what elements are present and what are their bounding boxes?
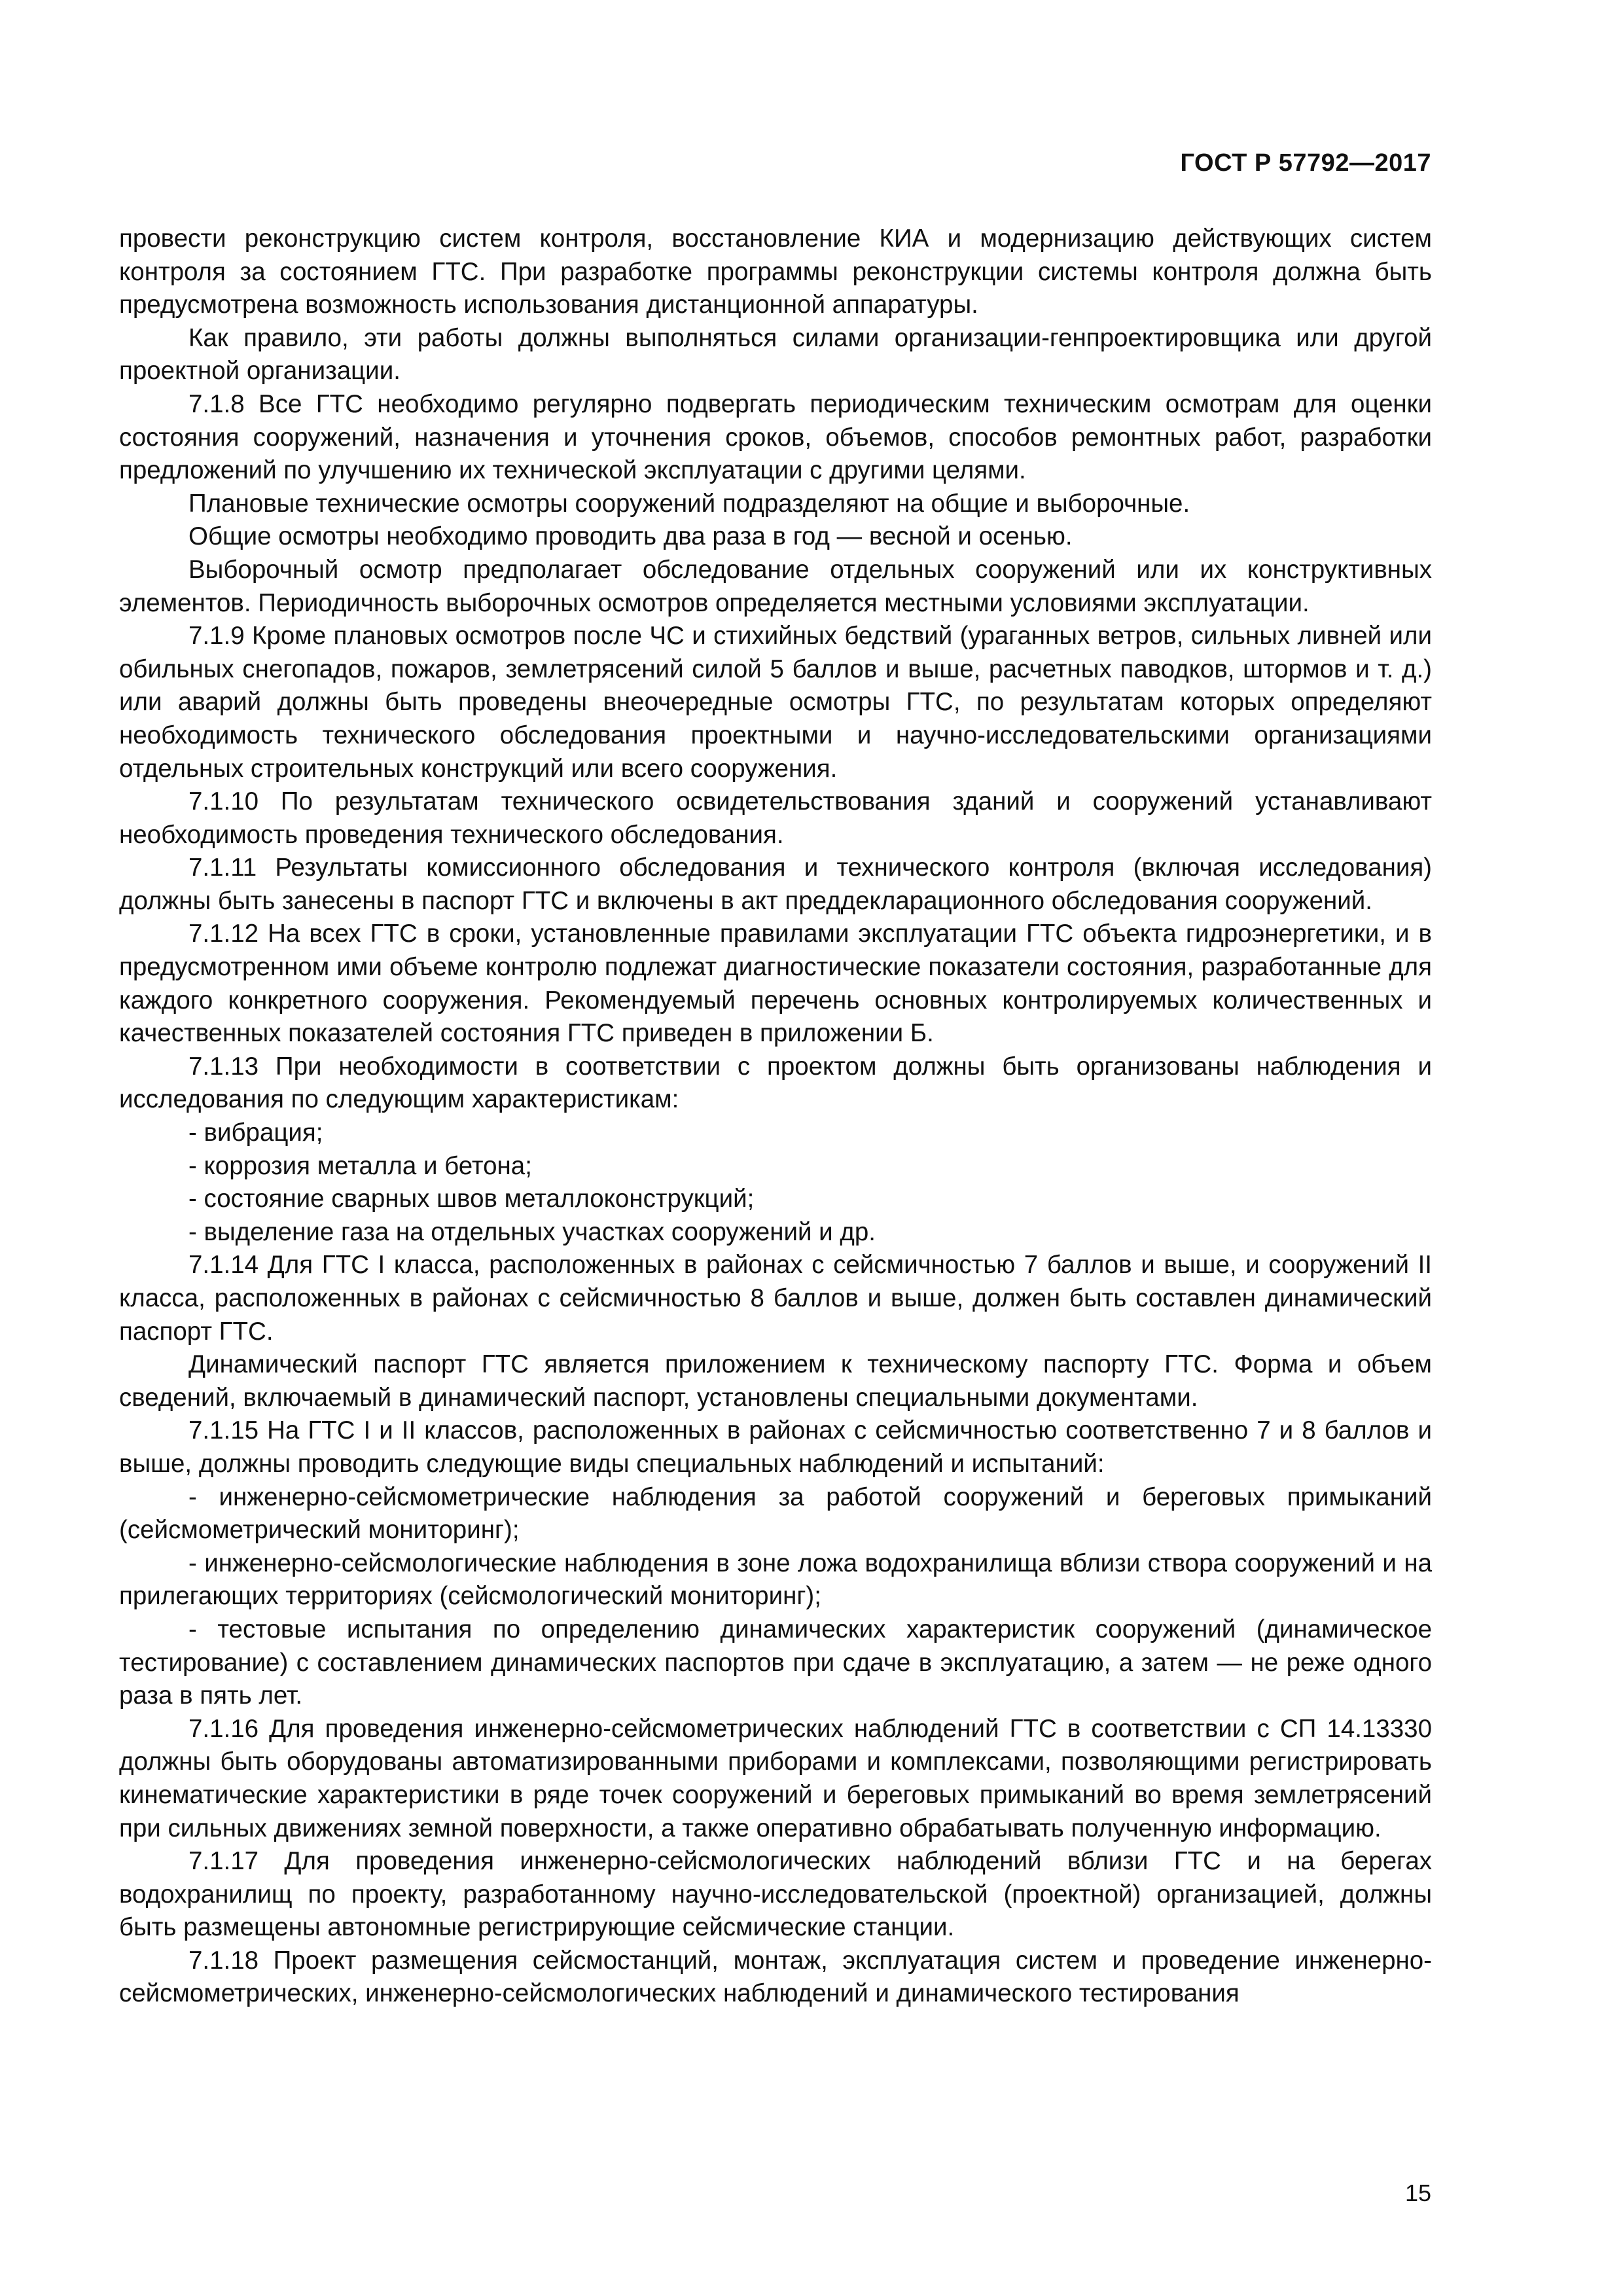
paragraph: Как правило, эти работы должны выполняться силами организации-генпроектировщика или другой проектной организации. bbox=[119, 323, 1432, 386]
document-body bbox=[119, 223, 1432, 2011]
paragraph: Плановые технические осмотры сооружений подразделяют на общие и выборочные. bbox=[188, 489, 1190, 518]
paragraph: Динамический паспорт ГТС является приложением к техническому паспорту ГТС. Форма и объем сведений, включаемый в динамический паспорт, установлены специальными документами. bbox=[119, 1350, 1432, 1412]
paragraph: 7.1.11 Результаты комиссионного обследования и технического контроля (включая исследования) должны быть занесены в паспорт ГТС и включены в акт преддекларационного обследования сооружений. bbox=[119, 853, 1432, 915]
paragraph: Выборочный осмотр предполагает обследование отдельных сооружений или их конструктивных элементов. Периодичность выборочных осмотров определяется местными условиями эксплуатации. bbox=[119, 555, 1432, 617]
paragraph: Общие осмотры необходимо проводить два раза в год — весной и осенью. bbox=[188, 522, 1073, 551]
paragraph: 7.1.8 Все ГТС необходимо регулярно подвергать периодическим техническим осмотрам для оценки состояния сооружений, назначения и уточнения сроков, объемов, способов ремонтных работ, разработки предложений по улучшению их технической эксплуатации с другими целями. bbox=[119, 389, 1432, 485]
paragraph: 7.1.17 Для проведения инженерно-сейсмологических наблюдений вблизи ГТС и на берегах водохранилищ по проекту, разработанному научно-исследовательской (проектной) организацией, должны быть размещены автономные регистрирующие сейсмические станции. bbox=[119, 1847, 1432, 1942]
paragraph: 7.1.9 Кроме плановых осмотров после ЧС и стихийных бедствий (ураганных ветров, сильных ливней или обильных снегопадов, пожаров, землетрясений силой 5 баллов и выше, расчетных паводков, штормов и т. д.) или аварий должны быть проведены внеочередные осмотры ГТС, по результатам которых определяют необходимость технического обследования проектными и научно-исследовательскими организациями отдельных строительных конструкций или всего сооружения. bbox=[119, 622, 1432, 783]
list-item: - инженерно-сейсмометрические наблюдения за работой сооружений и береговых примыканий (сейсмометрический мониторинг); bbox=[119, 1482, 1432, 1545]
list-item: - тестовые испытания по определению динамических характеристик сооружений (динамическое тестирование) с составлением динамических паспортов при сдаче в эксплуатацию, а затем — не реже одного раза в пять лет. bbox=[119, 1615, 1432, 1710]
page-number: 15 bbox=[1404, 2179, 1431, 2206]
paragraph: 7.1.16 Для проведения инженерно-сейсмометрических наблюдений ГТС в соответствии с СП 14.13330 должны быть оборудованы автоматизированными приборами и комплексами, позволяющими регистрировать кинематические характеристики в ряде точек сооружений и береговых примыканий во время землетрясений при сильных движениях земной поверхности, а также оперативно обрабатывать полученную информацию. bbox=[119, 1714, 1432, 1842]
paragraph: 7.1.10 По результатам технического освидетельствования зданий и сооружений устанавливают необходимость проведения технического обследования. bbox=[119, 787, 1432, 849]
list-item: - выделение газа на отдельных участках сооружений и др. bbox=[188, 1217, 876, 1246]
list-item: - коррозия металла и бетона; bbox=[188, 1151, 532, 1180]
document-header: ГОСТ Р 57792—2017 bbox=[1180, 149, 1431, 177]
list-item: - инженерно-сейсмологические наблюдения в зоне ложа водохранилища вблизи створа сооружений и на прилегающих территориях (сейсмологический мониторинг); bbox=[119, 1549, 1432, 1611]
paragraph: провести реконструкцию систем контроля, восстановление КИА и модернизацию действующих систем контроля за состоянием ГТС. При разработке программы реконструкции системы контроля должна быть предусмотрена возможность использования дистанционной аппаратуры. bbox=[119, 224, 1432, 319]
paragraph: 7.1.18 Проект размещения сейсмостанций, монтаж, эксплуатация систем и проведение инженерно-сейсмометрических, инженерно-сейсмологических наблюдений и динамического тестирования bbox=[119, 1946, 1432, 2008]
list-item: - вибрация; bbox=[188, 1119, 323, 1147]
paragraph: 7.1.14 Для ГТС I класса, расположенных в районах с сейсмичностью 7 баллов и выше, и сооружений II класса, расположенных в районах с сейсмичностью 8 баллов и выше, должен быть составлен динамический паспорт ГТС. bbox=[119, 1251, 1432, 1346]
paragraph: 7.1.15 На ГТС I и II классов, расположенных в районах с сейсмичностью соответственно 7 и 8 баллов и выше, должны проводить следующие виды специальных наблюдений и испытаний: bbox=[119, 1416, 1432, 1478]
paragraph: 7.1.12 На всех ГТС в сроки, установленные правилами эксплуатации ГТС объекта гидроэнергетики, и в предусмотренном ими объеме контролю подлежат диагностические показатели состояния, разработанные для каждого конкретного сооружения. Рекомендуемый перечень основных контролируемых количественных и качественных показателей состояния ГТС приведен в приложении Б. bbox=[119, 920, 1432, 1048]
list-item: - состояние сварных швов металлоконструкций; bbox=[188, 1185, 755, 1213]
paragraph: 7.1.13 При необходимости в соответствии с проектом должны быть организованы наблюдения и исследования по следующим характеристикам: bbox=[119, 1052, 1432, 1114]
